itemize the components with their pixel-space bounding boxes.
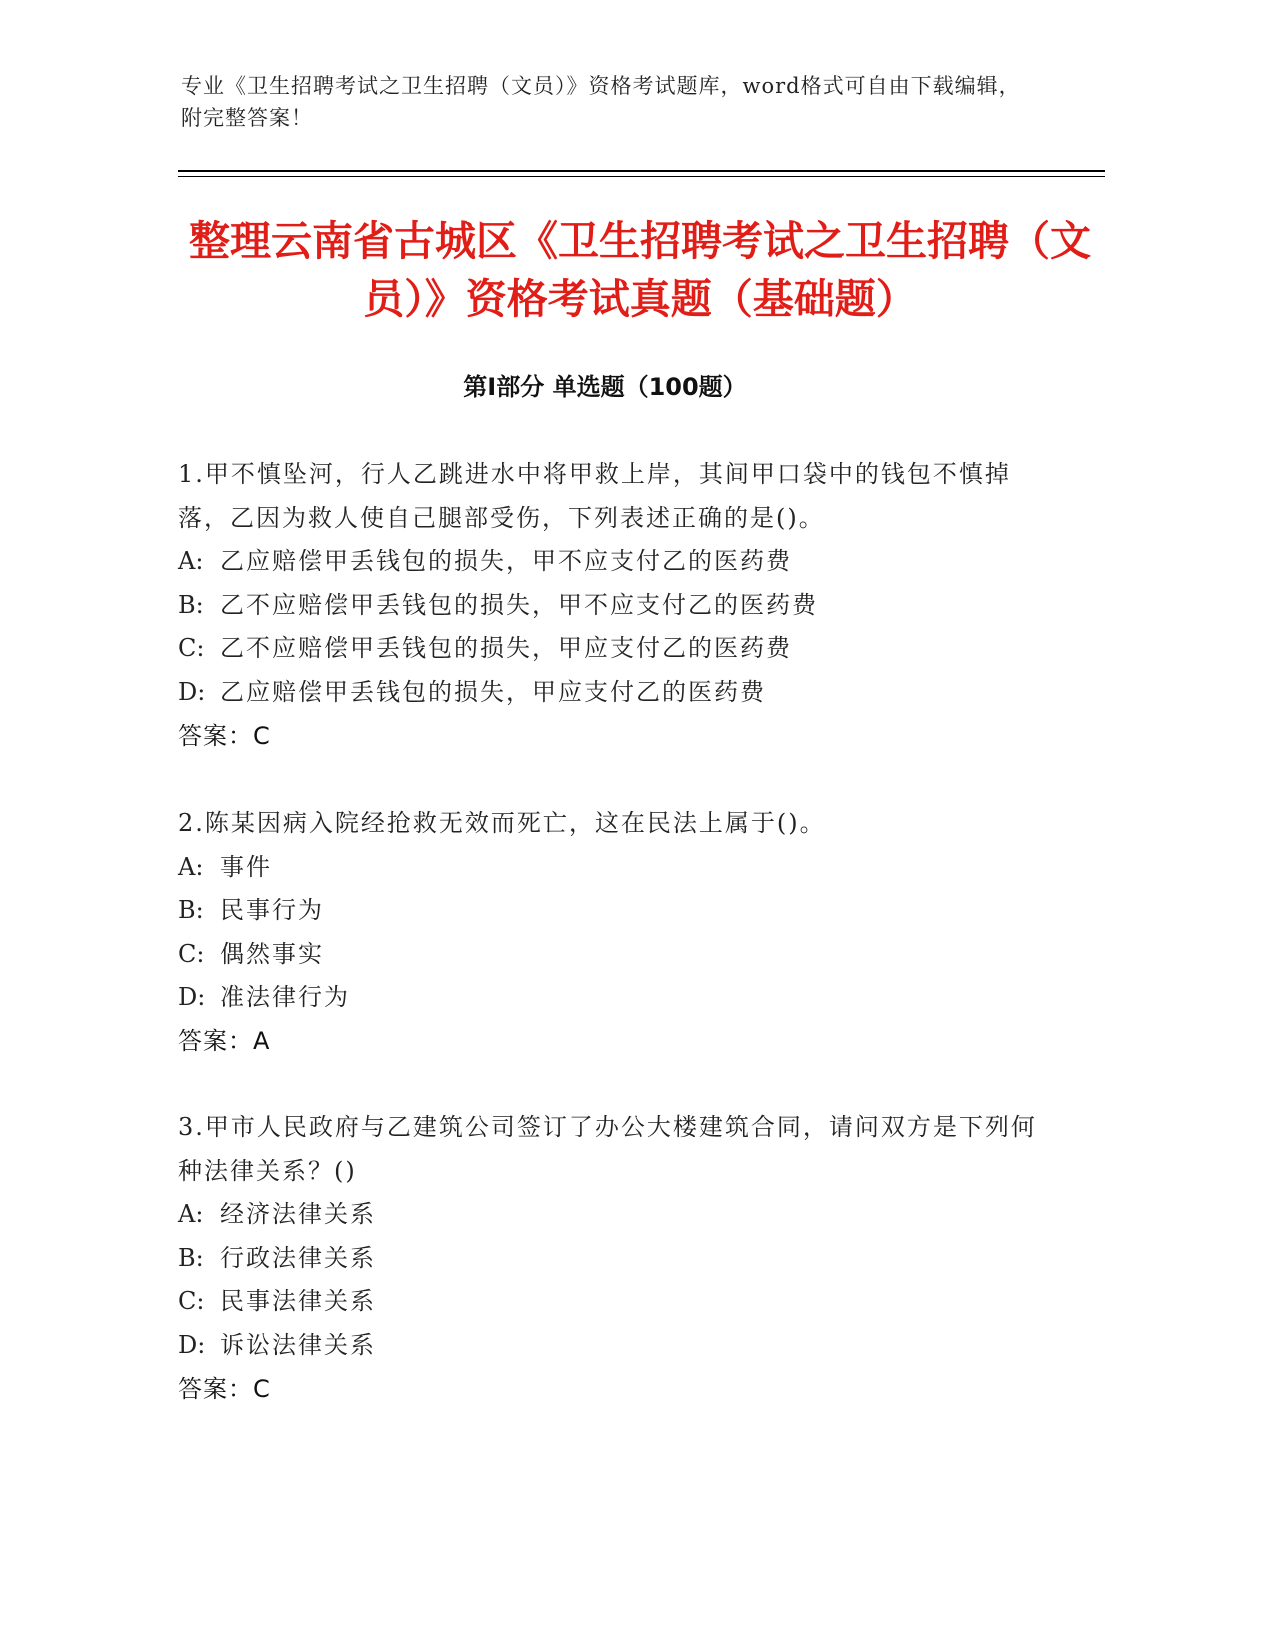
header-note: 专业《卫生招聘考试之卫生招聘（文员）》资格考试题库，word格式可自由下载编辑，附完整答案！	[181, 74, 1021, 130]
header-divider-thin	[178, 176, 1105, 177]
option-text: 准法律行为	[220, 983, 350, 1012]
option-text: 乙不应赔偿甲丢钱包的损失，甲不应支付乙的医药费	[220, 590, 818, 619]
option-text: 行政法律关系	[220, 1243, 376, 1272]
option-text: 乙不应赔偿甲丢钱包的损失，甲应支付乙的医药费	[220, 634, 792, 663]
option-letter: C:	[178, 1287, 205, 1316]
option-letter: B:	[178, 1243, 204, 1272]
question-stem: 1.甲不慎坠河，行人乙跳进水中将甲救上岸，其间甲口袋中的钱包不慎掉落，乙因为救人使自己腿部受伤，下列表述正确的是()。	[178, 460, 1011, 532]
question-3	[178, 1106, 1038, 1411]
option-b	[178, 1237, 1038, 1281]
option-text: 乙应赔偿甲丢钱包的损失，甲不应支付乙的医药费	[220, 547, 792, 576]
option-d	[178, 976, 1038, 1020]
option-text: 乙应赔偿甲丢钱包的损失，甲应支付乙的医药费	[220, 677, 766, 706]
answer-line: 答案：C	[178, 1374, 271, 1403]
option-b	[178, 889, 1038, 933]
option-text: 经济法律关系	[220, 1200, 376, 1229]
question-1	[178, 453, 1038, 758]
option-letter: D:	[178, 1330, 206, 1359]
option-d	[178, 1324, 1038, 1368]
option-text: 民事行为	[220, 896, 324, 925]
option-text: 偶然事实	[220, 939, 324, 968]
option-text: 事件	[220, 852, 272, 881]
option-a	[178, 540, 1038, 584]
option-c	[178, 627, 1038, 671]
option-a	[178, 1193, 1038, 1237]
option-letter: A:	[178, 852, 204, 881]
option-text: 民事法律关系	[220, 1287, 376, 1316]
question-stem: 2.陈某因病入院经抢救无效而死亡，这在民法上属于()。	[178, 809, 826, 837]
answer-line: 答案：A	[178, 1026, 271, 1055]
option-d	[178, 671, 1038, 715]
option-c	[178, 1280, 1038, 1324]
option-text: 诉讼法律关系	[220, 1330, 376, 1359]
option-letter: D:	[178, 983, 206, 1012]
option-b	[178, 584, 1038, 628]
option-letter: A:	[178, 1200, 204, 1229]
option-letter: B:	[178, 590, 204, 619]
option-letter: C:	[178, 634, 205, 663]
option-letter: D:	[178, 677, 206, 706]
option-letter: B:	[178, 896, 204, 925]
question-2	[178, 802, 1038, 1064]
document-title: 整理云南省古城区《卫生招聘考试之卫生招聘（文员）》资格考试真题（基础题）	[189, 217, 1091, 323]
question-stem: 3.甲市人民政府与乙建筑公司签订了办公大楼建筑合同，请问双方是下列何种法律关系？()	[178, 1113, 1037, 1185]
header-divider-thick	[178, 170, 1105, 172]
answer-line: 答案：C	[178, 721, 271, 750]
option-a	[178, 846, 1038, 890]
option-c	[178, 933, 1038, 977]
option-letter: A:	[178, 547, 204, 576]
option-letter: C:	[178, 939, 205, 968]
section-heading: 第Ⅰ部分 单选题（100题）	[463, 373, 747, 401]
